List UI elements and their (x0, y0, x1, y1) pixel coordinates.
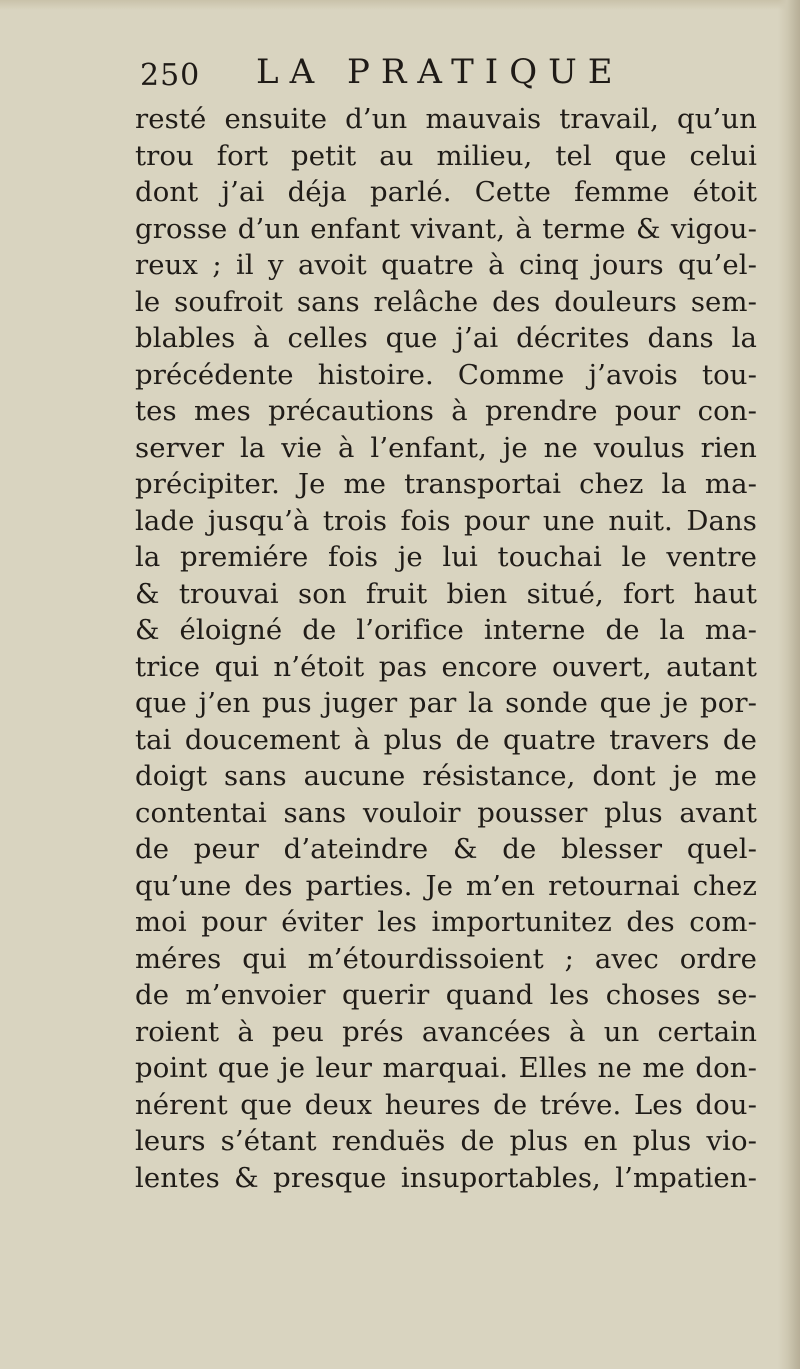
text-line: la premiére fois je lui touchai le ventre (135, 541, 757, 573)
text-line: grosse d’un enfant vivant, à terme & vigou- (135, 212, 757, 245)
text-line: & trouvai son fruit bien situé, fort haut (135, 577, 757, 610)
text-line: précipiter. Je me transportai chez la ma- (135, 468, 757, 500)
text-line: de peur d’ateindre & de blesser quel- (135, 833, 757, 865)
text-line: dont j’ai déja parlé. Cette femme étoit (135, 176, 757, 208)
text-line: & éloigné de l’orifice interne de la ma- (135, 614, 757, 646)
page-header (140, 52, 660, 98)
text-line: doigt sans aucune résistance, dont je me (135, 760, 757, 792)
text-line: resté ensuite d’un mauvais travail, qu’un (135, 103, 757, 135)
text-line: blables à celles que j’ai décrites dans la (135, 322, 757, 354)
text-line: server la vie à l’enfant, je ne voulus rien (135, 431, 757, 464)
page-number: 250 (140, 58, 201, 93)
page-top-edge (0, 0, 800, 10)
text-line: que j’en pus juger par la sonde que je por- (135, 687, 757, 719)
text-line: leurs s’étant renduës de plus en plus vio- (135, 1125, 757, 1157)
text-line: trou fort petit au milieu, tel que celui (135, 139, 757, 172)
text-line: méres qui m’étourdissoient ; avec ordre (135, 942, 757, 975)
text-line: trice qui n’étoit pas encore ouvert, autant (135, 650, 757, 683)
text-line: tes mes précautions à prendre pour con- (135, 395, 757, 427)
text-line: nérent que deux heures de tréve. Les dou- (135, 1088, 757, 1121)
text-line: moi pour éviter les importunitez des com- (135, 906, 757, 938)
text-line: le soufroit sans relâche des douleurs sem- (135, 285, 757, 318)
text-line: roient à peu prés avancées à un certain (135, 1015, 757, 1048)
text-line: lentes & presque insuportables, l’mpatien- (135, 1161, 757, 1194)
text-line: qu’une des parties. Je m’en retournai chez (135, 869, 757, 902)
page-gutter-shadow (778, 0, 800, 1369)
text-line: lade jusqu’à trois fois pour une nuit. Dans (135, 504, 757, 537)
text-line: précédente histoire. Comme j’avois tou- (135, 358, 757, 391)
body-text (135, 101, 757, 1196)
text-line: point que je leur marquai. Elles ne me don- (135, 1052, 757, 1084)
text-line: tai doucement à plus de quatre travers de (135, 723, 757, 756)
text-line: reux ; il y avoit quatre à cinq jours qu’el- (135, 249, 757, 281)
running-head: LA PRATIQUE (256, 52, 624, 92)
text-line: contentai sans vouloir pousser plus avant (135, 796, 757, 829)
text-line: de m’envoier querir quand les choses se- (135, 979, 757, 1011)
